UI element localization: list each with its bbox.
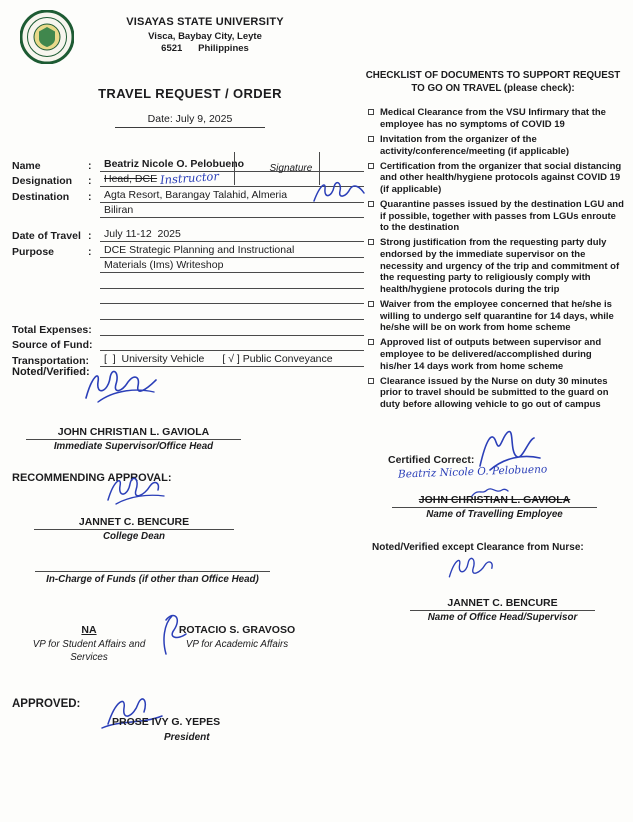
vp-student-affairs-block: [30, 624, 148, 664]
recommending-approval-label: RECOMMENDING APPROVAL:: [12, 472, 172, 484]
checklist-heading: [362, 70, 624, 95]
dean-name: JANNET C. BENCURE: [34, 516, 234, 530]
colon: :: [88, 245, 92, 258]
checkbox-icon: [368, 339, 374, 345]
checkbox-icon: [368, 109, 374, 115]
source-of-fund-value: [100, 338, 364, 351]
designation-value: [100, 152, 364, 187]
vp-student-title-line2: Services: [70, 651, 108, 663]
funds-block: [35, 558, 270, 585]
colon: :: [88, 190, 92, 203]
designation-handwritten-text: Instructor: [159, 169, 220, 188]
employee-caption: Name of Travelling Employee: [426, 509, 563, 520]
designation-label: Designation: [12, 175, 73, 188]
transportation-option-public: [ √ ] Public Conveyance: [222, 352, 333, 365]
colon: :: [88, 159, 92, 172]
office-head-name: JANNET C. BENCURE: [410, 597, 595, 611]
checklist: [368, 107, 624, 410]
checklist-item-text: Clearance issued by the Nurse on duty 30 minutes prior to travel should be submitted to the guard on duty before allowing vehicle to go out of campus: [380, 375, 609, 411]
president-name: PROSE IVY G. YEPES: [112, 716, 221, 728]
field-date-of-travel: [12, 226, 364, 242]
dean-title: College Dean: [102, 531, 166, 542]
checklist-heading-line1: CHECKLIST OF DOCUMENTS TO SUPPORT REQUEST: [365, 70, 621, 81]
vp-student-name: NA: [81, 624, 97, 636]
date-of-travel-label: Date of Travel: [12, 229, 81, 242]
checkbox-icon: [368, 378, 374, 384]
signature-box: [234, 152, 320, 185]
destination-value-line1: Agta Resort, Barangay Talahid, Almeria: [100, 189, 364, 203]
checklist-item: [368, 199, 624, 234]
university-seal-logo: [20, 10, 74, 64]
signature-area: [320, 171, 364, 185]
approved-block: [12, 698, 312, 758]
funds-caption: In-Charge of Funds (if other than Office Head): [46, 574, 259, 585]
address-line-1: Visca, Baybay City, Leyte: [148, 31, 262, 42]
checkbox-icon: [368, 201, 374, 207]
field-purpose-cont: [12, 258, 364, 274]
checkbox-icon: [368, 301, 374, 307]
checklist-item-text: Medical Clearance from the VSU Infirmary that the employee has no symptoms of COVID 19: [380, 107, 606, 131]
checklist-item-text: Strong justification from the requesting party duly endorsed by the immediate supervisor on the necessity and urgency of the trip and commitment of the requesting party to religiously comply with health/hygiene protocols during the trip: [380, 237, 620, 296]
blank-line: [100, 291, 364, 304]
university-name: VISAYAS STATE UNIVERSITY: [126, 16, 284, 28]
checkbox-icon: [368, 239, 374, 245]
checklist-item-text: Waiver from the employee concerned that he/she is willing to undergo self quarantine for 14 days, while he/she will be on work from home scheme: [380, 298, 614, 334]
vp-academic-affairs-block: [152, 624, 322, 650]
name-label: Name: [12, 159, 41, 172]
noted-verified-nurse-block: [362, 542, 624, 623]
supervisor-name: JOHN CHRISTIAN L. GAVIOLA: [26, 426, 241, 440]
vp-student-title: [30, 639, 148, 664]
blank-row: [12, 304, 364, 320]
president-title: President: [164, 732, 210, 743]
form-fields: [12, 156, 364, 367]
field-total-expenses: [12, 320, 364, 336]
checklist-item: [368, 134, 624, 158]
blank-row: [12, 289, 364, 305]
destination-label: Destination: [12, 190, 70, 203]
checklist-item: [368, 161, 624, 196]
nurse-label: Noted/Verified except Clearance from Nurse:: [372, 542, 584, 553]
office-head-caption: Name of Office Head/Supervisor: [427, 612, 578, 623]
signature-scribble-office-head: [446, 554, 502, 586]
field-source-of-fund: [12, 336, 364, 352]
checklist-item-text: Approved list of outputs between supervisor and employee to be delivered/accomplished during his/her 14 days work from home scheme: [380, 337, 602, 372]
address-line-2: 6521 Philippines: [161, 43, 249, 54]
form-title: TRAVEL REQUEST / ORDER: [98, 86, 282, 101]
checklist-heading-line2: TO GO ON TRAVEL (please check):: [411, 82, 575, 94]
blank-row: [12, 273, 364, 289]
noted-verified-label: Noted/Verified:: [12, 366, 90, 378]
approved-label: APPROVED:: [12, 698, 81, 710]
destination-value-line2: Biliran: [100, 204, 364, 218]
field-purpose: [12, 242, 364, 258]
total-expenses-value: [100, 323, 364, 336]
vp-student-title-line1: VP for Student Affairs and: [32, 639, 146, 650]
signature-box-label: Signature: [269, 163, 313, 175]
checklist-item: [368, 237, 624, 296]
certified-correct-block: [362, 454, 624, 520]
checklist-item-text: Certification from the organizer that social distancing and other health/hygiene protocols against COVID 19 (if applicable): [380, 160, 622, 196]
checklist-item: [368, 107, 624, 131]
date-value: Date: July 9, 2025: [115, 113, 265, 128]
colon: :: [88, 229, 92, 242]
total-expenses-label: Total Expenses:: [12, 323, 92, 336]
certified-correct-label: Certified Correct:: [388, 454, 475, 466]
colon: :: [88, 175, 92, 188]
transportation-option-university: [ ] University Vehicle: [104, 352, 205, 365]
blank-line: [100, 307, 364, 320]
purpose-value-line2: Materials (Ims) Writeshop: [100, 259, 364, 273]
checklist-column: [362, 0, 624, 414]
field-transportation: [12, 351, 364, 367]
vp-academic-name: ROTACIO S. GRAVOSO: [178, 624, 296, 636]
vp-academic-title: VP for Academic Affairs: [185, 639, 289, 650]
checkbox-icon: [368, 136, 374, 142]
field-destination: [12, 187, 364, 203]
supervisor-title: Immediate Supervisor/Office Head: [53, 441, 214, 452]
checklist-item-text: Quarantine passes issued by the destination LGU and if possible, together with passes from LGUs enroute to the destination: [380, 198, 624, 234]
letterhead: [85, 16, 325, 54]
noted-verified-block: [12, 366, 262, 452]
employee-struck-name: JOHN CHRISTIAN L. GAVIOLA: [392, 494, 597, 508]
purpose-label: Purpose: [12, 245, 55, 258]
recommending-approval-block: [12, 472, 262, 542]
date-line: [55, 113, 325, 128]
blank-line: [100, 276, 364, 289]
checkbox-icon: [368, 163, 374, 169]
funds-signature-line: [35, 558, 270, 572]
name-value: Beatriz Nicole O. Pelobueno: [100, 158, 364, 172]
date-of-travel-value: July 11-12 2025: [100, 228, 364, 242]
checklist-item: [368, 337, 624, 372]
transportation-value: [100, 353, 364, 367]
field-destination-cont: [12, 203, 364, 219]
checklist-item: [368, 299, 624, 334]
purpose-value-line1: DCE Strategic Planning and Instructional: [100, 244, 364, 258]
designation-struck-text: Head, DCE: [104, 173, 158, 186]
checklist-item: [368, 376, 624, 411]
employee-handwritten-name: Beatriz Nicole O. Pelobueno: [397, 463, 548, 481]
checklist-item-text: Invitation from the organizer of the activity/conference/meeting (if applicable): [380, 134, 569, 157]
transportation-label: Transportation:: [12, 354, 90, 367]
source-of-fund-label: Source of Fund:: [12, 339, 93, 352]
